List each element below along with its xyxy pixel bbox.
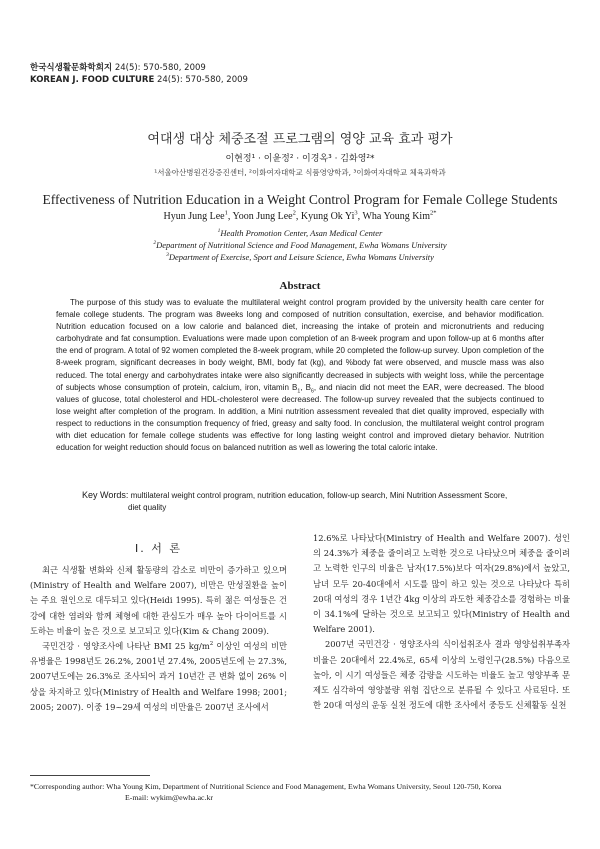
affiliations-english [0, 227, 600, 263]
authors-korean: 이현정¹ · 이윤정² · 이경옥³ · 김화영²* [225, 154, 375, 164]
title-korean: 여대생 대상 체중조절 프로그램의 영양 교육 효과 평가 [147, 132, 453, 147]
paragraph: 12.6%로 나타났다(Ministry of Health and Welfare 2007). 성인의 24.3%가 체중을 줄이려고 노력한 것으로 나타났으며 체중을 줄이려고 노력한 인구의 비율은 남자(17.5%)보다 여자(29.8%)에서 높았고, 남녀 모두 20-40대에서 시도를 많이 하고 있는 것으로 나타났다 특히 20대 여성의 경우 1년간 4kg 이상의 과도한 체중감소를 경험하는 비율이 34.1%에 달하는 것으로 보고되고 있다(Ministry of Health and Welfare 2001). [313, 533, 570, 635]
corresponding-author: *Corresponding author: Wha Young Kim, Department of Nutritional Science and Food Management, Ewha Womans University, Seoul 120-750, Korea [30, 782, 502, 791]
title-english: Effectiveness of Nutrition Education in a Weight Control Program for Female College Students [42, 192, 558, 207]
abstract-body: The purpose of this study was to evaluate the multilateral weight control program provided by the university health care center for female college students. The program was 8weeks long and composed of nutrition consultation, exercise, and behavior modification. Nutrition education focused on a low calorie and balanced diet, increasing the intake of protein and micronutrients and reducing carbohydrate and fat consumption. Evaluations were made upon completion of an 8-week program and upon follow-up at 6 months after the end of program. A total of 92 women completed the 8-week program, while 20 completed the follow-up survey. Upon completion of the 8-week program, significant decreases in body weight, BMI, body fat (kg), and %body fat were observed, and muscle mass was also reduced. The total energy and carbohydrates intake were also significantly decreased in subjects with weight loss, while the percentage of subjects whose consumption of protein, calcium, iron, vitamin $B_1$, $B_6$, and niacin did not meet the EAR, were decreased. The blood values of glucose, total cholesterol and HDL-cholesterol were decreased. The follow-up survey revealed that the subjects continued to lose weight after completion of the program. In addition, a Mini nutrition assessment revealed that diet quality improved, especially with respect to reductions in the consumption frequency of fried, greasy and salty food. In conclusion, the multilateral weight control program with diet education for female college students was effective for long lasting weight control and improved dietary behavior. Nutrition education for weight reduction should focus on balanced nutrition as well as lowering the total caloric intake. [56, 298, 544, 453]
footnote-divider [30, 775, 150, 776]
paragraph: 최근 식생활 변화와 신체 활동량의 감소로 비만이 증가하고 있으며(Ministry of Health and Welfare 2007), 비만은 만성질환을 높이는 주요 원인으로 대두되고 있다(Heidi 1995). 특히 젊은 여성들은 건강에 대한 염려와 함께 체형에 대한 관심도가 매우 높아 다이어트를 시도하는 비율이 높은 것으로 보고되고 있다(Kim & Chang 2009). [30, 565, 287, 636]
left-column [30, 563, 287, 715]
author-email: E-mail: wykim@ewha.ac.kr [125, 793, 213, 802]
journal-line-ko: 한국식생활문화학회지 24(5): 570-580, 2009 [30, 63, 206, 73]
authors-english: Hyun Jung Lee$^1$, Yoon Jung Lee$^2$, Kyung Ok Yi$^3$, Wha Young Kim$^{2*}$ [163, 209, 437, 222]
journal-header [30, 62, 248, 86]
footnote [30, 781, 570, 803]
section-heading-introduction: I. 서 론 [135, 542, 182, 555]
right-column [313, 531, 570, 713]
keywords-label: Key Words: [82, 490, 129, 500]
affiliation-2: $^2$Department of Nutritional Science and Food Management, Ewha Womans University [153, 240, 447, 250]
keywords: Key Words: multilateral weight control program, nutrition education, follow-up search, Mini Nutrition Assessment Score, diet quality [82, 489, 542, 514]
keywords-continued: diet quality [128, 503, 167, 512]
journal-line-en: KOREAN J. FOOD CULTURE 24(5): 570-580, 2009 [30, 75, 248, 85]
affiliation-1: $^1$Health Promotion Center, Asan Medical Center [217, 228, 383, 238]
affiliations-korean: ¹서울아산병원건강증진센터, ²이화여자대학교 식품영양학과, ³이화여자대학교 체육과학과 [154, 168, 446, 177]
abstract-heading: Abstract [279, 280, 321, 292]
affiliation-3: $^3$Department of Exercise, Sport and Leisure Science, Ewha Womans University [166, 252, 434, 262]
paragraph: 2007년 국민건강 · 영양조사의 식이섭취조사 결과 영양섭취부족자 비율은 20대에서 22.4%로, 65세 이상의 노령인구(28.5%) 다음으로 높아, 이 시기 여성들은 체중 감량을 시도하는 비율도 높고 영양부족 문제도 심각하여 영양불량 위험 집단으로 분류될 수 있다고 사료된다. 또한 20대 여성의 운동 실천 정도에 대한 조사에서 중등도 신체활동 실천 [313, 639, 570, 711]
paragraph: 국민건강 · 영양조사에 나타난 BMI 25 $kg/m^2$ 이상인 여성의 비만 유병율은 1998년도 26.2%, 2001년 27.4%, 2005년도에 는 27.3%, 2007년도에는 26.3%로 조사되어 과거 10년간 큰 변화 없이 26% 이상을 차지하고 있다(Ministry of Health and Welfare 1998; 2001; 2005; 2007). 이중 19~29세 여성의 비만율은 2007년 조사에서 [30, 641, 287, 712]
